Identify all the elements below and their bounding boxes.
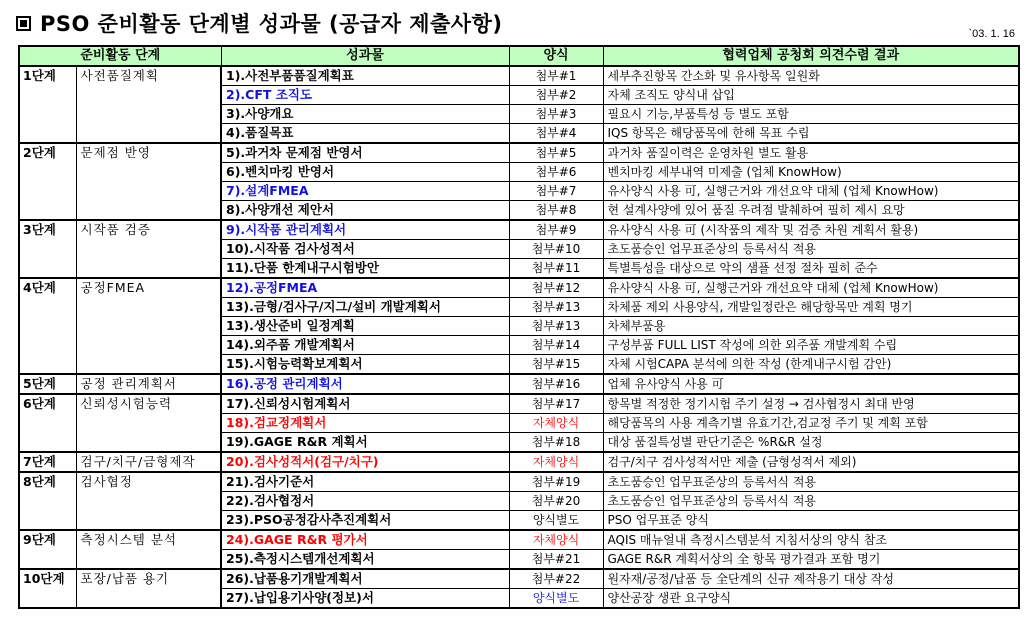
form-cell: 첨부#21 xyxy=(509,550,603,570)
form-cell: 자체양식 xyxy=(509,414,603,433)
output-cell: 6).벤치마킹 반영서 xyxy=(221,163,509,182)
form-cell: 첨부#14 xyxy=(509,336,603,355)
result-cell: 특별특성을 대상으로 악의 샘플 선정 절차 필히 준수 xyxy=(603,259,1019,279)
header-form: 양식 xyxy=(509,46,603,66)
output-cell: 7).설계FMEA xyxy=(221,182,509,201)
result-cell: 초도품승인 업무표준상의 등록서식 적용 xyxy=(603,492,1019,511)
form-cell: 첨부#15 xyxy=(509,355,603,375)
result-cell: 유사양식 사용 可 (시작품의 제작 및 검증 차원 계획서 활용) xyxy=(603,220,1019,240)
result-cell: AQIS 매뉴얼내 측정시스템분석 지침서상의 양식 참조 xyxy=(603,530,1019,550)
output-cell: 23).PSO공정감사추진계획서 xyxy=(221,511,509,531)
form-cell: 첨부#2 xyxy=(509,86,603,105)
stage-number: 1단계 xyxy=(19,66,76,143)
output-cell: 24).GAGE R&R 평가서 xyxy=(221,530,509,550)
result-cell: IQS 항목은 해당품목에 한해 목표 수립 xyxy=(603,124,1019,144)
result-cell: 검구/치구 검사성적서만 제출 (금형성적서 제외) xyxy=(603,452,1019,472)
output-cell: 12).공정FMEA xyxy=(221,278,509,298)
output-cell: 9).시작품 관리계획서 xyxy=(221,220,509,240)
form-cell: 첨부#12 xyxy=(509,278,603,298)
form-cell: 첨부#22 xyxy=(509,569,603,589)
stage-activity: 검사협정 xyxy=(76,472,221,530)
form-cell: 양식별도 xyxy=(509,511,603,531)
output-cell: 18).검교정계획서 xyxy=(221,414,509,433)
form-cell: 첨부#19 xyxy=(509,472,603,492)
output-cell: 10).시작품 검사성적서 xyxy=(221,240,509,259)
form-cell: 첨부#5 xyxy=(509,143,603,163)
result-cell: 세부추진항목 간소화 및 유사항목 일원화 xyxy=(603,66,1019,86)
stage-number: 10단계 xyxy=(19,569,76,608)
result-cell: GAGE R&R 계획서상의 全 항목 평가결과 포함 명기 xyxy=(603,550,1019,570)
table-row xyxy=(19,394,1019,414)
date-label: `03. 1. 16 xyxy=(968,28,1015,40)
square-bullet-icon xyxy=(16,16,31,31)
output-cell: 13).금형/검사구/지그/설비 개발계획서 xyxy=(221,298,509,317)
result-cell: 원자재/공정/납품 등 全단계의 신규 제작용기 대상 작성 xyxy=(603,569,1019,589)
form-cell: 첨부#10 xyxy=(509,240,603,259)
stage-activity: 측정시스템 분석 xyxy=(76,530,221,569)
table-row xyxy=(19,374,1019,394)
output-cell: 1).사전부품품질계획표 xyxy=(221,66,509,86)
result-cell: PSO 업무표준 양식 xyxy=(603,511,1019,531)
form-cell: 첨부#17 xyxy=(509,394,603,414)
stage-activity: 공정 관리계획서 xyxy=(76,374,221,394)
output-cell: 27).납입용기사양(정보)서 xyxy=(221,589,509,609)
output-cell: 14).외주품 개발계획서 xyxy=(221,336,509,355)
form-cell: 자체양식 xyxy=(509,530,603,550)
form-cell: 첨부#9 xyxy=(509,220,603,240)
deliverables-table xyxy=(18,45,1020,609)
output-cell: 21).검사기준서 xyxy=(221,472,509,492)
result-cell: 양산공장 생관 요구양식 xyxy=(603,589,1019,609)
stage-number: 2단계 xyxy=(19,143,76,220)
table-row xyxy=(19,569,1019,589)
result-cell: 대상 품질특성별 판단기준은 %R&R 설정 xyxy=(603,433,1019,453)
stage-activity: 공정FMEA xyxy=(76,278,221,374)
result-cell: 초도품승인 업무표준상의 등록서식 적용 xyxy=(603,240,1019,259)
output-cell: 26).납품용기개발계획서 xyxy=(221,569,509,589)
header-output: 성과물 xyxy=(221,46,509,66)
form-cell: 첨부#6 xyxy=(509,163,603,182)
stage-number: 7단계 xyxy=(19,452,76,472)
form-cell: 첨부#16 xyxy=(509,374,603,394)
output-cell: 16).공정 관리계획서 xyxy=(221,374,509,394)
stage-activity: 문제점 반영 xyxy=(76,143,221,220)
output-cell: 4).품질목표 xyxy=(221,124,509,144)
result-cell: 유사양식 사용 可, 실행근거와 개선요약 대체 (업체 KnowHow) xyxy=(603,278,1019,298)
result-cell: 구성부품 FULL LIST 작성에 의한 외주품 개발계획 수립 xyxy=(603,336,1019,355)
stage-number: 3단계 xyxy=(19,220,76,278)
table-row xyxy=(19,278,1019,298)
stage-number: 6단계 xyxy=(19,394,76,452)
stage-activity: 포장/납품 용기 xyxy=(76,569,221,608)
output-cell: 20).검사성적서(검구/치구) xyxy=(221,452,509,472)
result-cell: 차체부품용 xyxy=(603,317,1019,336)
result-cell: 해당품목의 사용 계측기별 유효기간,검교정 주기 및 계획 포함 xyxy=(603,414,1019,433)
table-row xyxy=(19,66,1019,86)
output-cell: 5).과거차 문제점 반영서 xyxy=(221,143,509,163)
table-row xyxy=(19,530,1019,550)
stage-activity: 신뢰성시험능력 xyxy=(76,394,221,452)
header-stage: 준비활동 단계 xyxy=(19,46,221,66)
form-cell: 첨부#13 xyxy=(509,298,603,317)
stage-number: 9단계 xyxy=(19,530,76,569)
output-cell: 19).GAGE R&R 계획서 xyxy=(221,433,509,453)
stage-activity: 시작품 검증 xyxy=(76,220,221,278)
output-cell: 11).단품 한계내구시험방안 xyxy=(221,259,509,279)
form-cell: 자체양식 xyxy=(509,452,603,472)
stage-activity: 사전품질계획 xyxy=(76,66,221,143)
page-title xyxy=(16,8,502,38)
output-cell: 15).시험능력확보계획서 xyxy=(221,355,509,375)
table-row xyxy=(19,220,1019,240)
output-cell: 25).측정시스템개선계획서 xyxy=(221,550,509,570)
title-text: PSO 준비활동 단계별 성과물 (공급자 제출사항) xyxy=(40,12,503,36)
result-cell: 자체 시험CAPA 분석에 의한 작성 (한계내구시험 감안) xyxy=(603,355,1019,375)
result-cell: 업체 유사양식 사용 可 xyxy=(603,374,1019,394)
table-header-row xyxy=(19,46,1019,66)
result-cell: 필요시 기능,부품특성 등 별도 포함 xyxy=(603,105,1019,124)
form-cell: 첨부#18 xyxy=(509,433,603,453)
result-cell: 차체품 제외 사용양식, 개발일정란은 해당항목만 계획 명기 xyxy=(603,298,1019,317)
output-cell: 17).신뢰성시험계획서 xyxy=(221,394,509,414)
stage-activity: 검구/치구/금형제작 xyxy=(76,452,221,472)
table-row xyxy=(19,143,1019,163)
stage-number: 8단계 xyxy=(19,472,76,530)
form-cell: 첨부#11 xyxy=(509,259,603,279)
form-cell: 첨부#4 xyxy=(509,124,603,144)
form-cell: 첨부#13 xyxy=(509,317,603,336)
form-cell: 첨부#7 xyxy=(509,182,603,201)
output-cell: 3).사양개요 xyxy=(221,105,509,124)
result-cell: 현 설계사양에 있어 품질 우려점 발췌하여 필히 제시 요망 xyxy=(603,201,1019,221)
output-cell: 8).사양개선 제안서 xyxy=(221,201,509,221)
result-cell: 초도품승인 업무표준상의 등록서식 적용 xyxy=(603,472,1019,492)
form-cell: 양식별도 xyxy=(509,589,603,609)
result-cell: 항목별 적정한 정기시험 주기 설정 → 검사협정시 최대 반영 xyxy=(603,394,1019,414)
result-cell: 벤치마킹 세부내역 미제출 (업체 KnowHow) xyxy=(603,163,1019,182)
table-row xyxy=(19,472,1019,492)
form-cell: 첨부#20 xyxy=(509,492,603,511)
stage-number: 4단계 xyxy=(19,278,76,374)
result-cell: 유사양식 사용 可, 실행근거와 개선요약 대체 (업체 KnowHow) xyxy=(603,182,1019,201)
table-body xyxy=(19,66,1019,608)
form-cell: 첨부#1 xyxy=(509,66,603,86)
result-cell: 자체 조직도 양식내 삽입 xyxy=(603,86,1019,105)
output-cell: 22).검사협정서 xyxy=(221,492,509,511)
output-cell: 13).생산준비 일정계획 xyxy=(221,317,509,336)
result-cell: 과거차 품질이력은 운영차원 별도 활용 xyxy=(603,143,1019,163)
stage-number: 5단계 xyxy=(19,374,76,394)
table-row xyxy=(19,452,1019,472)
form-cell: 첨부#3 xyxy=(509,105,603,124)
output-cell: 2).CFT 조직도 xyxy=(221,86,509,105)
header-result: 협력업체 공청회 의견수렴 결과 xyxy=(603,46,1019,66)
form-cell: 첨부#8 xyxy=(509,201,603,221)
